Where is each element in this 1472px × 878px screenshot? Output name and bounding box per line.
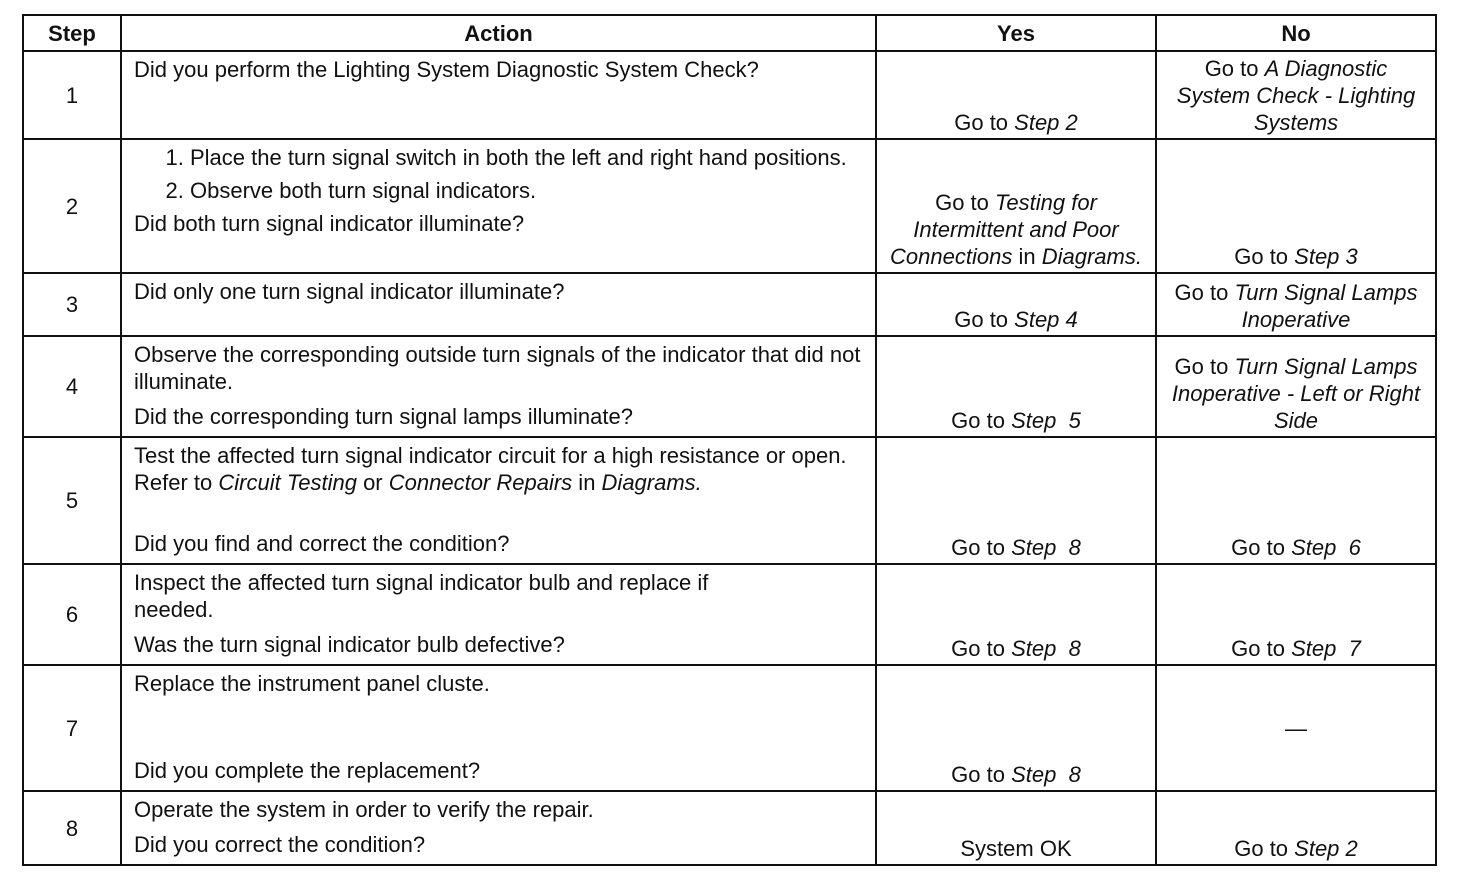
action-question: Did both turn signal indicator illuminate?	[134, 211, 525, 236]
action-cell	[121, 336, 876, 437]
yes-prefix: Go to	[951, 408, 1012, 433]
action-question: Did you correct the condition?	[134, 832, 426, 857]
action-cell	[121, 273, 876, 336]
action-text: Did only one turn signal indicator illuminate?	[134, 279, 565, 304]
header-step: Step	[23, 15, 121, 51]
table-row	[23, 437, 1436, 564]
no-link[interactable]: Step 2	[1294, 836, 1358, 861]
no-cell	[1156, 791, 1436, 865]
diagnostic-table	[22, 14, 1437, 866]
no-link[interactable]: A Diagnostic System Check - Lighting Systems	[1176, 56, 1416, 135]
no-cell	[1156, 273, 1436, 336]
no-prefix: Go to	[1174, 354, 1235, 379]
table-row	[23, 336, 1436, 437]
action-question: Did the corresponding turn signal lamps illuminate?	[134, 404, 633, 429]
no-prefix: Go to	[1204, 56, 1265, 81]
header-yes: Yes	[876, 15, 1156, 51]
action-cell	[121, 139, 876, 273]
no-dash: —	[1285, 716, 1307, 741]
no-link[interactable]: Step 3	[1294, 244, 1358, 269]
no-prefix: Go to	[1174, 280, 1235, 305]
action-text-part: Test the affected turn signal indicator circuit for a high resistance or open. Refer to	[134, 443, 847, 495]
action-text-part: or	[356, 470, 389, 495]
action-text-part: in	[572, 470, 602, 495]
yes-cell	[876, 665, 1156, 791]
action-text	[134, 442, 863, 496]
no-link[interactable]: Turn Signal Lamps Inoperative - Left or Right Side	[1171, 354, 1421, 433]
action-text: Did you perform the Lighting System Diagnostic System Check?	[134, 57, 759, 82]
table-row	[23, 139, 1436, 273]
yes-link[interactable]: Step 8	[1011, 636, 1081, 661]
diagrams-link[interactable]: Diagrams.	[601, 470, 702, 495]
step-number: 6	[23, 564, 121, 665]
no-prefix: Go to	[1234, 244, 1295, 269]
action-text: Inspect the affected turn signal indicator bulb and replace if needed.	[134, 570, 709, 622]
yes-text: System OK	[960, 836, 1072, 861]
yes-prefix: Go to	[951, 762, 1012, 787]
connector-repairs-link[interactable]: Connector Repairs	[388, 470, 573, 495]
step-number: 4	[23, 336, 121, 437]
action-steps-list	[134, 144, 863, 204]
yes-link[interactable]: Step 5	[1011, 408, 1081, 433]
action-cell	[121, 791, 876, 865]
step-number: 5	[23, 437, 121, 564]
yes-cell	[876, 273, 1156, 336]
yes-link[interactable]: Step 4	[1014, 307, 1078, 332]
no-link[interactable]: Step 6	[1291, 535, 1361, 560]
table-row	[23, 273, 1436, 336]
table-row	[23, 665, 1436, 791]
yes-cell	[876, 564, 1156, 665]
no-link[interactable]: Turn Signal Lamps Inoperative	[1234, 280, 1418, 332]
yes-link[interactable]: Step 2	[1014, 110, 1078, 135]
yes-link[interactable]: Step 8	[1011, 762, 1081, 787]
no-cell	[1156, 665, 1436, 791]
no-cell	[1156, 336, 1436, 437]
no-cell	[1156, 139, 1436, 273]
action-cell	[121, 437, 876, 564]
yes-link[interactable]: Step 8	[1011, 535, 1081, 560]
action-text: Observe the corresponding outside turn signals of the indicator that did not illuminate.	[134, 342, 861, 394]
no-prefix: Go to	[1231, 636, 1292, 661]
action-text: Operate the system in order to verify the repair.	[134, 797, 594, 822]
no-cell	[1156, 51, 1436, 139]
step-number: 1	[23, 51, 121, 139]
header-row	[23, 15, 1436, 51]
header-action: Action	[121, 15, 876, 51]
step-number: 7	[23, 665, 121, 791]
action-question: Did you complete the replacement?	[134, 758, 481, 783]
header-no: No	[1156, 15, 1436, 51]
yes-prefix: Go to	[951, 636, 1012, 661]
table-row	[23, 51, 1436, 139]
no-prefix: Go to	[1231, 535, 1292, 560]
yes-link-diagrams[interactable]: Diagrams.	[1041, 244, 1142, 269]
step-number: 2	[23, 139, 121, 273]
action-question: Did you find and correct the condition?	[134, 531, 510, 556]
yes-prefix: Go to	[951, 535, 1012, 560]
action-cell	[121, 564, 876, 665]
no-link[interactable]: Step 7	[1291, 636, 1361, 661]
action-question: Was the turn signal indicator bulb defective?	[134, 632, 565, 657]
circuit-testing-link[interactable]: Circuit Testing	[218, 470, 357, 495]
action-cell	[121, 665, 876, 791]
no-cell	[1156, 437, 1436, 564]
action-cell	[121, 51, 876, 139]
step-number: 3	[23, 273, 121, 336]
table-row	[23, 791, 1436, 865]
action-step-item: 1. Place the turn signal switch in both the left and right hand positions.	[190, 144, 863, 171]
yes-mid: in	[1012, 244, 1042, 269]
yes-cell	[876, 139, 1156, 273]
table-row	[23, 564, 1436, 665]
yes-prefix: Go to	[935, 190, 995, 215]
yes-cell	[876, 336, 1156, 437]
yes-cell	[876, 791, 1156, 865]
action-text: Replace the instrument panel cluste.	[134, 671, 490, 696]
yes-link[interactable]: Testing for Intermittent and Poor Connections	[890, 190, 1119, 269]
action-step-item: 2. Observe both turn signal indicators.	[190, 177, 863, 204]
step-number: 8	[23, 791, 121, 865]
no-cell	[1156, 564, 1436, 665]
yes-prefix: Go to	[954, 110, 1015, 135]
yes-cell	[876, 51, 1156, 139]
no-prefix: Go to	[1234, 836, 1295, 861]
yes-prefix: Go to	[954, 307, 1015, 332]
yes-cell	[876, 437, 1156, 564]
